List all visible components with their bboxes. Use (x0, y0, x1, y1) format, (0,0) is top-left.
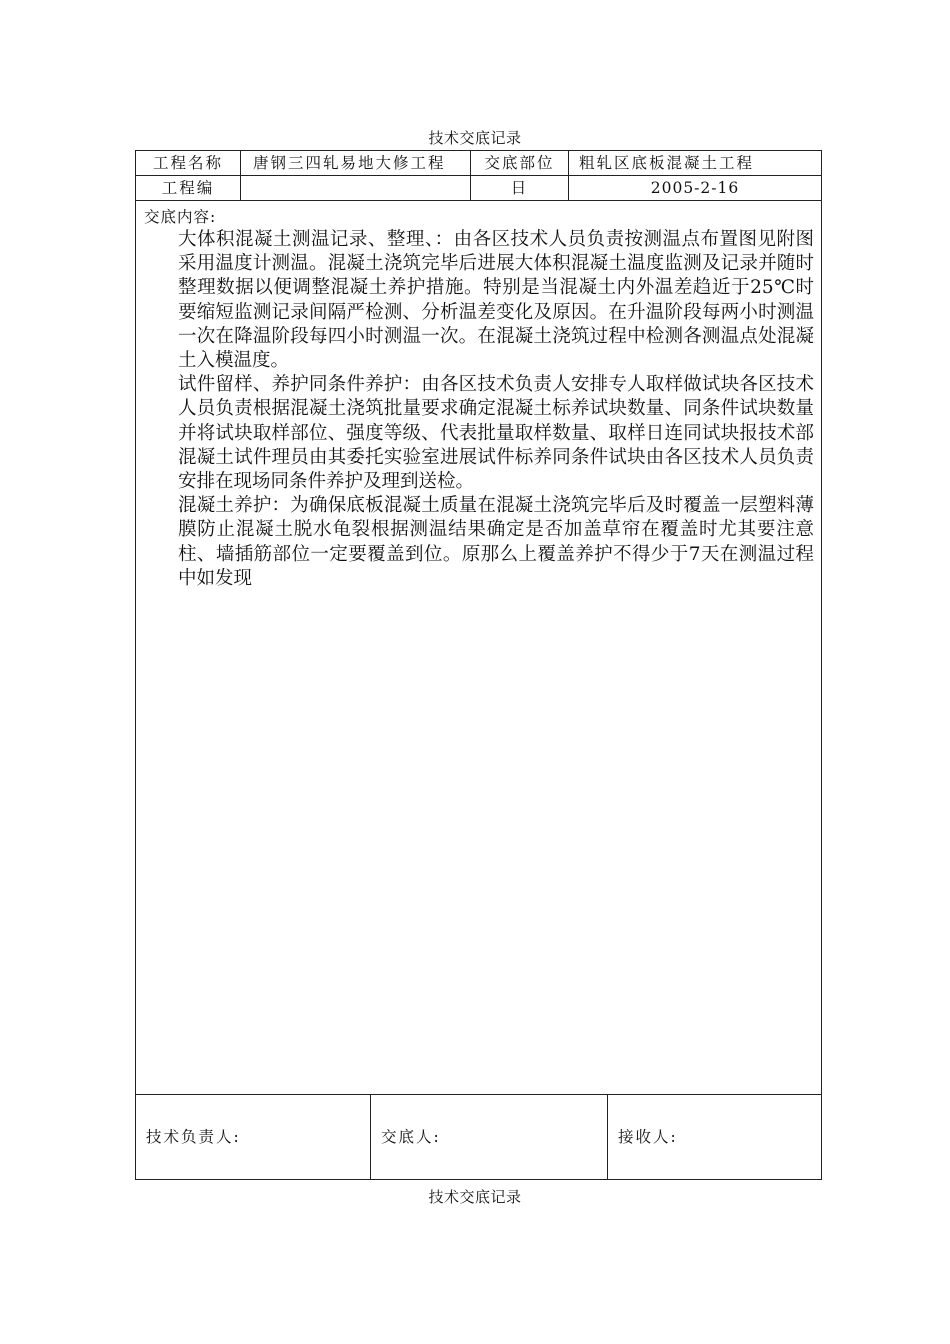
content-paragraph: 混凝土养护：为确保底板混凝土质量在混凝土浇筑完毕后及时覆盖一层塑料薄膜防止混凝土脱水龟裂根据测温结果确定是否加盖草帘在覆盖时尤其要注意柱、墙插筋部位一定要覆盖到位。原那么上覆盖养护不得少于7天在测温过程中如发现 (178, 495, 814, 589)
footer-title: 技术交底记录 (428, 1188, 522, 1206)
tech-lead-signature: 技术负责人: (136, 1095, 371, 1179)
project-code-label: 工程编 (136, 176, 241, 200)
date-value: 2005-2-16 (650, 179, 740, 197)
info-row-project (136, 151, 821, 176)
content-body (178, 228, 814, 591)
content-paragraph: 大体积混凝土测温记录、整理、：由各区技术人员负责按测温点布置图见附图采用温度计测温。混凝土浇筑完毕后进展大体积混凝土温度监测及记录并随时整理数据以便调整混凝土养护措施。特别是当混凝土内外温差趋近于25℃时要缩短监测记录间隔严检测、分析温差变化及原因。在升温阶段每两小时测温一次在降温阶段每四小时测温一次。在混凝土浇筑过程中检测各测温点处混凝土入模温度。 (178, 229, 814, 372)
project-name-value: 唐钢三四轧易地大修工程 (241, 151, 471, 175)
info-row-code-date (136, 176, 821, 201)
section-label: 交底部位 (471, 151, 569, 175)
technical-briefing-form (135, 150, 822, 1180)
project-code-value (241, 176, 471, 200)
section-value: 粗轧区底板混凝土工程 (579, 154, 755, 172)
document-title: 技术交底记录 (428, 129, 522, 147)
presenter-signature: 交底人: (371, 1095, 608, 1179)
project-name-label: 工程名称 (136, 151, 241, 175)
signature-row (136, 1094, 821, 1179)
content-paragraph: 试件留样、养护同条件养护：由各区技术负责人安排专人取样做试块各区技术人员负责根据混凝土浇筑批量要求确定混凝土标养试块数量、同条件试块数量并将试块取样部位、强度等级、代表批量取样数量、取样日连同试块报技术部混凝土试件理员由其委托实验室进展试件标养同条件试块由各区技术人员负责安排在现场同条件养护及理到送检。 (178, 374, 814, 493)
receiver-signature: 接收人: (618, 1128, 678, 1146)
content-label: 交底内容: (144, 208, 217, 226)
date-label: 日 (471, 176, 569, 200)
